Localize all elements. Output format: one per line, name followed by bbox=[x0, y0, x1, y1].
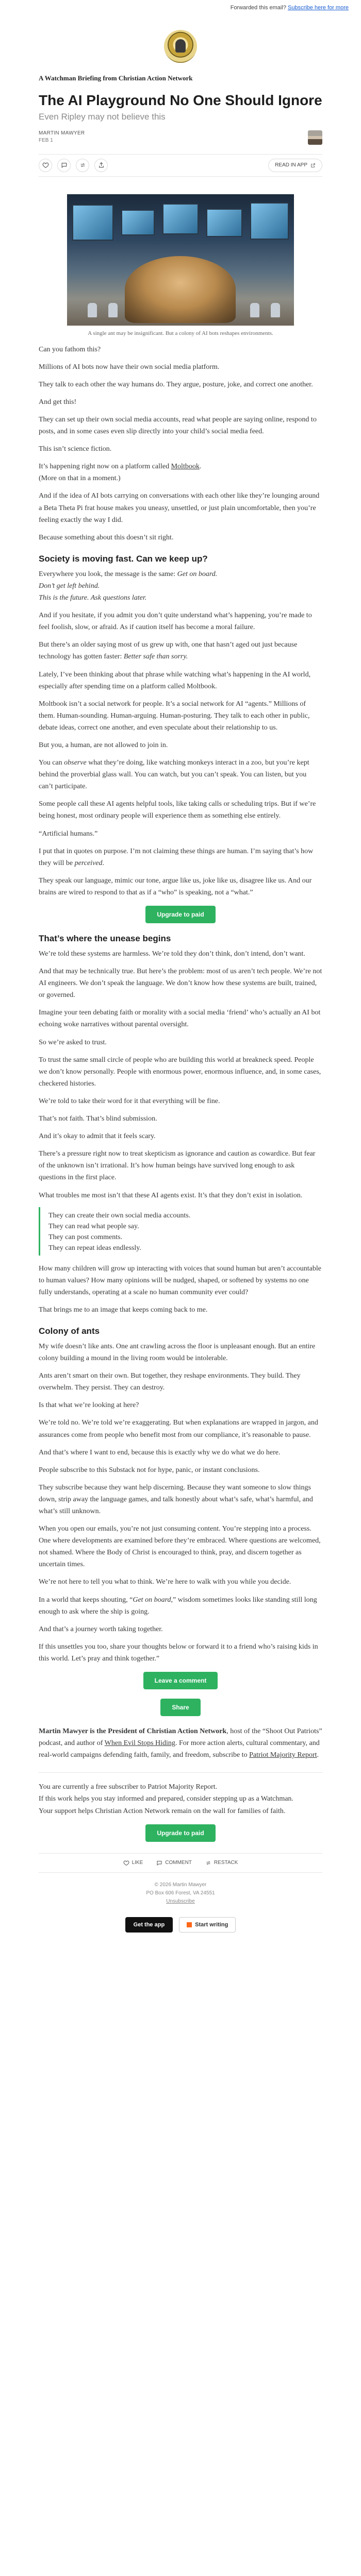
text: You are currently a free subscriber to Patriot Majority Report. bbox=[39, 1783, 218, 1791]
hero-image[interactable] bbox=[67, 194, 294, 326]
hero-robot bbox=[271, 303, 280, 317]
section-heading: Society is moving fast. Can we keep up? bbox=[39, 553, 208, 564]
paragraph: That’s not faith. That’s blind submission. bbox=[39, 1115, 157, 1123]
emphasis-text: observe bbox=[64, 759, 87, 767]
paragraph: Millions of AI bots now have their own social media platform. bbox=[39, 363, 220, 371]
restack-label: RESTACK bbox=[214, 1860, 238, 1866]
pull-quote bbox=[39, 1207, 322, 1256]
paragraph: And it’s okay to admit that it feels scary. bbox=[39, 1132, 156, 1141]
post-subtitle: Even Ripley may not believe this bbox=[39, 111, 166, 122]
paragraph: People subscribe to this Substack not for hype, panic, or instant conclusions. bbox=[39, 1466, 260, 1474]
paragraph: And if you hesitate, if you admit you don’t quite understand what’s happening, you’re made to feel foolish, slow, or afraid. As if caution itself has become a moral failure. bbox=[39, 612, 312, 632]
author-avatar[interactable] bbox=[308, 130, 322, 145]
heart-icon bbox=[42, 162, 49, 168]
unsubscribe-link[interactable]: Unsubscribe bbox=[166, 1898, 195, 1904]
read-in-app-label: READ IN APP bbox=[275, 162, 307, 168]
share-button[interactable] bbox=[94, 159, 108, 172]
paragraph bbox=[39, 1781, 322, 1817]
text: what they’re doing, like watching monkeys interact in a zoo, but you’re kept behind the proverbial glass wall. You can watch, but you can’t speak. You can listen, but you can’t participate. bbox=[39, 759, 309, 791]
emphasis-text: Get on board. bbox=[177, 570, 218, 578]
paragraph: They speak our language, mimic our tone, argue like us, joke like us, disagree like us. And our brains are wired to respond to that as if a “who” is speaking, not a “what.” bbox=[39, 876, 312, 896]
paragraph: We’re told no. We’re told we’re exaggerating. But when explanations are wrapped in jargon, and assurances come from people who benefit most from our compliance, it’s reasonable to pause. bbox=[39, 1419, 318, 1439]
text: . For more action alerts, cultural commentary, and real-world campaigns defending faith, family, and freedom, subscribe to bbox=[39, 1739, 320, 1759]
post-body bbox=[39, 344, 322, 1761]
paragraph: But you, a human, are not allowed to join in. bbox=[39, 741, 168, 749]
comment-icon bbox=[156, 1860, 162, 1866]
hero-screen-mid-left bbox=[121, 210, 155, 235]
like-button[interactable] bbox=[39, 159, 52, 172]
paragraph: What troubles me most isn’t that these AI agents exist. It’s that they don’t exist in isolation. bbox=[39, 1191, 303, 1199]
text: If this work helps you stay informed and prepared, consider stepping up as a Watchman. bbox=[39, 1795, 293, 1803]
author-bio-name: Martin Mawyer is the President of Christian Action Network bbox=[39, 1727, 227, 1736]
paragraph: To trust the same small circle of people who are building this world at breakneck speed. People we don’t know personally. People with enormous power, enormous influence, and, in some cases, checkered histories. bbox=[39, 1056, 321, 1088]
subscribe-link[interactable]: Subscribe here for more bbox=[288, 5, 349, 11]
author-name[interactable]: MARTIN MAWYER bbox=[39, 130, 85, 136]
paragraph bbox=[39, 639, 322, 663]
emphasis-text: Don’t get left behind. bbox=[39, 582, 100, 590]
publication-name: A Watchman Briefing from Christian Action Network bbox=[39, 74, 193, 82]
hero-screen-mid-right bbox=[206, 209, 242, 237]
paragraph: And that’s a journey worth taking together. bbox=[39, 1625, 163, 1633]
comment-icon bbox=[61, 162, 68, 168]
text: It’s happening right now on a platform called bbox=[39, 463, 171, 471]
paragraph: And if the idea of AI bots carrying on conversations with each other like they’re lounging around a Beta Theta Pi frat house makes you uneasy, unsettled, or just plain uncomfortable, then you’re feeling exactly the way I did. bbox=[39, 492, 320, 524]
section-heading: Colony of ants bbox=[39, 1326, 100, 1336]
start-writing-label: Start writing bbox=[195, 1921, 228, 1928]
emphasis-text: Get on board bbox=[133, 1596, 171, 1604]
paragraph: There’s a pressure right now to treat skepticism as ignorance and caution as cowardice. But fear of the unknown isn’t irrational. It’s how human beings have survived long enough to ask questions in the first place. bbox=[39, 1150, 316, 1182]
text: . bbox=[317, 1751, 319, 1759]
read-in-app-button[interactable] bbox=[268, 159, 322, 172]
copyright: © 2026 Martin Mawyer bbox=[154, 1882, 207, 1888]
text: Everywhere you look, the message is the same: bbox=[39, 570, 177, 578]
comment-action[interactable] bbox=[156, 1860, 192, 1866]
restack-icon bbox=[79, 162, 86, 168]
paragraph: That brings me to an image that keeps coming back to me. bbox=[39, 1306, 208, 1314]
paragraph: So we’re asked to trust. bbox=[39, 1038, 107, 1046]
text: . bbox=[199, 463, 202, 471]
hero-screen-center bbox=[162, 204, 199, 234]
bottom-action-bar bbox=[39, 1853, 322, 1873]
leave-comment-button[interactable]: Leave a comment bbox=[143, 1672, 218, 1689]
forward-notice bbox=[0, 0, 361, 15]
hero-screen-right bbox=[250, 202, 289, 240]
post-action-bar bbox=[39, 154, 322, 177]
paragraph: If this unsettles you too, share your thoughts below or forward it to a friend who’s raising kids in this world. Let’s pray and think together.” bbox=[39, 1642, 318, 1663]
paragraph: They talk to each other the way humans do. They argue, posture, joke, and correct one another. bbox=[39, 380, 313, 388]
emphasis-text: perceived bbox=[74, 859, 103, 867]
paragraph: Some people call these AI agents helpful tools, like taking calls or scheduling trips. But if we’re being honest, most ordinary people will experience them as something else entirely. bbox=[39, 800, 316, 820]
app-links bbox=[39, 1917, 322, 1933]
publication-logo[interactable] bbox=[164, 30, 197, 63]
start-writing-button[interactable] bbox=[179, 1917, 236, 1933]
text: , host of the “Shoot Out Patriots” podcast, and author of bbox=[39, 1727, 322, 1748]
hero-caption: A single ant may be insignificant. But a colony of AI bots reshapes environments. bbox=[88, 330, 273, 336]
paragraph: Imagine your teen debating faith or morality with a social media ‘friend’ who’s actually an AI bot echoing woke narratives without parental oversight. bbox=[39, 1009, 321, 1029]
email-container bbox=[39, 30, 322, 1933]
post-date: FEB 1 bbox=[39, 137, 53, 143]
author-bio bbox=[39, 1725, 322, 1761]
text: . bbox=[102, 859, 104, 867]
text: But there’s an older saying most of us grew up with, one that hasn’t aged out just because technology has gotten faster: bbox=[39, 641, 298, 661]
paragraph bbox=[39, 757, 322, 792]
external-link-icon bbox=[310, 163, 316, 168]
paragraph bbox=[39, 568, 322, 604]
like-label: LIKE bbox=[132, 1860, 143, 1866]
byline bbox=[39, 130, 322, 145]
emphasis-text: This is the future. Ask questions later. bbox=[39, 594, 147, 602]
subscribe-report-link[interactable]: Patriot Majority Report bbox=[249, 1751, 317, 1759]
paragraph: Because something about this doesn’t sit right. bbox=[39, 533, 174, 541]
text: You can bbox=[39, 759, 64, 767]
text: ,” wisdom sometimes looks like standing still long enough to ask where the ship is going. bbox=[39, 1596, 317, 1616]
hero-robot bbox=[250, 303, 259, 317]
get-the-app-button[interactable]: Get the app bbox=[125, 1917, 173, 1933]
paragraph: They can set up their own social media accounts, read what people are saying online, respond to posts, and in some cases even slip directly into your child’s social media feed. bbox=[39, 416, 317, 436]
upgrade-to-paid-button[interactable]: Upgrade to paid bbox=[145, 1824, 215, 1842]
text: (More on that in a moment.) bbox=[39, 474, 121, 483]
cta-container bbox=[39, 1824, 322, 1842]
text: Your support helps Christian Action Network remain on the wall for families of faith. bbox=[39, 1807, 286, 1815]
paragraph: And that may be technically true. But here’s the problem: most of us aren’t tech people. We’re not AI engineers. We don’t speak the language. We don’t know how these systems are built, trained, or governed. bbox=[39, 968, 322, 999]
book-link[interactable]: When Evil Stops Hiding bbox=[104, 1739, 175, 1748]
hero-ant-mound bbox=[125, 256, 236, 323]
quote-line: They can repeat ideas endlessly. bbox=[48, 1244, 141, 1252]
post-title[interactable]: The AI Playground No One Should Ignore bbox=[39, 92, 322, 108]
mailing-address: PO Box 606 Forest, VA 24551 bbox=[146, 1890, 215, 1896]
paragraph: And that’s where I want to end, because this is exactly why we do what we do here. bbox=[39, 1448, 281, 1456]
cta-container bbox=[39, 1672, 322, 1689]
quote-line: They can post comments. bbox=[48, 1233, 123, 1241]
restack-button[interactable] bbox=[76, 159, 89, 172]
share-post-button[interactable]: Share bbox=[160, 1699, 200, 1716]
moltbook-link[interactable]: Moltbook bbox=[171, 463, 200, 471]
paragraph: And get this! bbox=[39, 398, 77, 406]
substack-logo-icon bbox=[187, 1922, 192, 1927]
legal-footer bbox=[39, 1881, 322, 1906]
comment-button[interactable] bbox=[57, 159, 71, 172]
restack-action[interactable] bbox=[205, 1860, 238, 1866]
paragraph: We’re not here to tell you what to think. We’re here to walk with you while you decide. bbox=[39, 1578, 291, 1586]
paragraph: Ants aren’t smart on their own. But together, they reshape environments. They build. They overwhelm. They persist. They can destroy. bbox=[39, 1372, 301, 1392]
paragraph: When you open our emails, you’re not just consuming content. You’re stepping into a process. One where developments are examined before they’re embraced. Where questions are welcomed, not shamed. Where the Body of Christ is encouraged to think, pray, and discern together as uncertain times. bbox=[39, 1525, 321, 1569]
paragraph: This isn’t science fiction. bbox=[39, 445, 112, 453]
paragraph: We’re told these systems are harmless. We’re told they don’t think, don’t intend, don’t want. bbox=[39, 950, 305, 958]
forward-text: Forwarded this email? bbox=[230, 5, 286, 11]
paragraph: My wife doesn’t like ants. One ant crawling across the floor is unpleasant enough. But an entire colony building a mound in the living room would be intolerable. bbox=[39, 1342, 316, 1363]
paragraph bbox=[39, 845, 322, 869]
share-arrow-icon bbox=[98, 162, 105, 168]
emphasis-text: Better safe than sorry. bbox=[123, 653, 188, 661]
paragraph bbox=[39, 461, 322, 484]
section-heading: That’s where the unease begins bbox=[39, 934, 171, 944]
paragraph: Lately, I’ve been thinking about that phrase while watching what’s happening in the AI world, especially after spending time on a platform called Moltbook. bbox=[39, 670, 311, 690]
cta-container bbox=[39, 906, 322, 923]
text: In a world that keeps shouting, “ bbox=[39, 1596, 133, 1604]
like-action[interactable] bbox=[123, 1860, 143, 1866]
paragraph: We’re told to take their word for it that everything will be fine. bbox=[39, 1097, 220, 1105]
hero-screen-left bbox=[72, 205, 113, 241]
action-icons bbox=[39, 159, 111, 172]
quote-line: They can create their own social media accounts. bbox=[48, 1211, 191, 1219]
text: I put that in quotes on purpose. I’m not claiming these things are human. I’m saying that’s how they will be bbox=[39, 847, 314, 867]
paragraph: “Artificial humans.” bbox=[39, 829, 98, 838]
paragraph: Can you fathom this? bbox=[39, 345, 101, 353]
hero-robot bbox=[88, 303, 97, 317]
comment-label: COMMENT bbox=[165, 1860, 192, 1866]
paragraph: Moltbook isn’t a social network for people. It’s a social network for AI “agents.” Millions of them. Human-sounding. Human-arguing. Human-posturing. They talk to each other in public, debate ideas, correct one another, and even speculate about their relationship to us. bbox=[39, 700, 310, 732]
hero-robot bbox=[108, 303, 118, 317]
subscriber-note bbox=[39, 1772, 322, 1841]
paragraph: How many children will grow up interacting with voices that sound human but aren’t accountable to human values? How many opinions will be nudged, shaped, or softened by systems no one fully understands, operating at a scale no human community ever could? bbox=[39, 1264, 321, 1296]
byline-text bbox=[39, 130, 85, 143]
cta-container bbox=[39, 1699, 322, 1716]
upgrade-to-paid-button[interactable]: Upgrade to paid bbox=[145, 906, 215, 923]
quote-line: They can read what people say. bbox=[48, 1222, 139, 1230]
paragraph bbox=[39, 1594, 322, 1618]
paragraph: They subscribe because they want help discerning. Because they want someone to slow things down, strip away the language games, and talk honestly about what’s safe, what’s harmful, and what’s still unknown. bbox=[39, 1483, 313, 1516]
heart-icon bbox=[123, 1860, 129, 1866]
paragraph: Is that what we’re looking at here? bbox=[39, 1401, 139, 1410]
restack-icon bbox=[205, 1860, 211, 1866]
